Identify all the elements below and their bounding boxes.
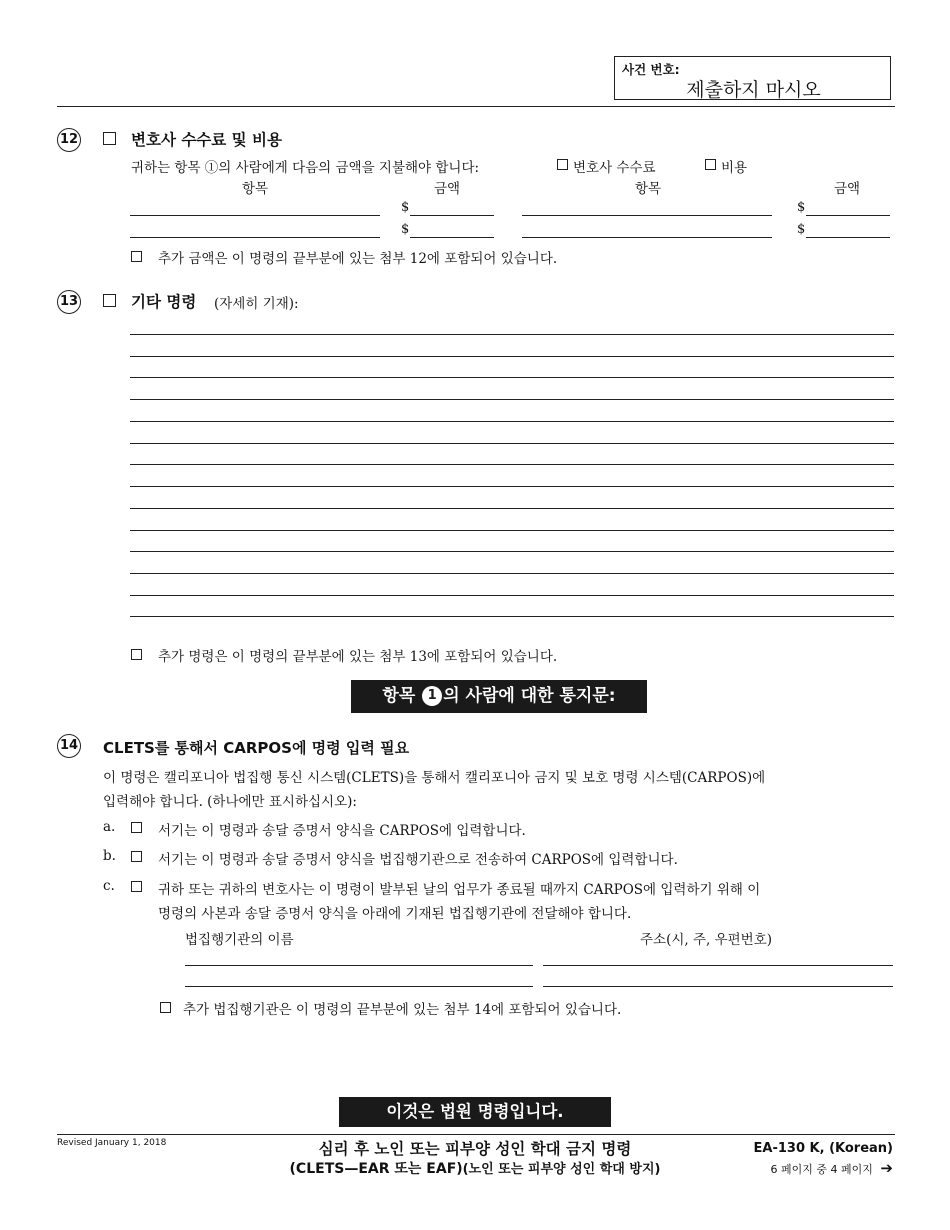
fee-item-field[interactable] xyxy=(130,215,380,216)
item-column-header-right: 항목 xyxy=(635,181,662,197)
other-orders-line[interactable] xyxy=(130,508,894,509)
currency-symbol: $ xyxy=(797,222,806,237)
notice-banner-suffix: 의 사람에 대한 통지문: xyxy=(443,686,616,706)
other-orders-line[interactable] xyxy=(130,551,894,552)
option-c-text-line1: 귀하 또는 귀하의 변호사는 이 명령이 발부된 날의 업무가 종료될 때까지 CARPOS에 입력하기 위해 이 xyxy=(158,882,761,898)
case-number-box xyxy=(614,56,891,100)
case-number-value: 제출하지 마시오 xyxy=(686,79,821,101)
amount-column-header-right: 금액 xyxy=(834,181,861,197)
header-rule xyxy=(57,106,895,107)
footer-rule xyxy=(57,1134,895,1135)
option-c-checkbox[interactable] xyxy=(131,881,142,892)
other-orders-line[interactable] xyxy=(130,443,894,444)
section-12-number: 12 xyxy=(57,128,81,152)
footer-title-line2-bold: (CLETS—EAR 또는 EAF) xyxy=(289,1161,463,1177)
section-14-title: CLETS를 통해서 CARPOS에 명령 입력 필요 xyxy=(103,739,410,757)
court-order-banner: 이것은 법원 명령입니다. xyxy=(339,1097,611,1127)
case-number-label: 사건 번호: xyxy=(622,62,680,77)
notice-banner xyxy=(351,680,647,713)
section-13-checkbox[interactable] xyxy=(103,294,116,307)
other-orders-line[interactable] xyxy=(130,464,894,465)
fee-item-field[interactable] xyxy=(130,237,380,238)
section-14-attachment-note: 추가 법집행기관은 이 명령의 끝부분에 있는 첨부 14에 포함되어 있습니다. xyxy=(183,1002,622,1018)
attorney-fees-label: 변호사 수수료 xyxy=(573,160,656,176)
other-orders-line[interactable] xyxy=(130,573,894,574)
currency-symbol: $ xyxy=(797,200,806,215)
section-13-subtitle: (자세히 기재): xyxy=(214,296,299,312)
fee-amount-field[interactable] xyxy=(410,215,494,216)
section-12-instruction: 귀하는 항목 ①의 사람에게 다음의 금액을 지불해야 합니다: xyxy=(131,160,480,176)
footer-title-line1: 심리 후 노인 또는 피부양 성인 학대 금지 명령 xyxy=(318,1140,632,1158)
other-orders-line[interactable] xyxy=(130,421,894,422)
section-13-attachment-checkbox[interactable] xyxy=(131,649,142,660)
option-c-text-line2: 명령의 사본과 송달 증명서 양식을 아래에 기재된 법집행기관에 전달해야 합니다. xyxy=(158,906,632,922)
amount-column-header-left: 금액 xyxy=(434,181,461,197)
other-orders-line[interactable] xyxy=(130,377,894,378)
section-13-number: 13 xyxy=(57,290,81,314)
other-orders-line[interactable] xyxy=(130,530,894,531)
costs-checkbox[interactable] xyxy=(705,159,716,170)
other-orders-line[interactable] xyxy=(130,486,894,487)
option-b-text: 서기는 이 명령과 송달 증명서 양식을 법집행기관으로 전송하여 CARPOS에 입력합니다. xyxy=(158,852,678,868)
section-14-intro-line2: 입력해야 합니다. (하나에만 표시하십시오): xyxy=(103,794,357,810)
other-orders-line[interactable] xyxy=(130,595,894,596)
section-13-attachment-note: 추가 명령은 이 명령의 끝부분에 있는 첨부 13에 포함되어 있습니다. xyxy=(158,649,558,665)
attorney-fees-checkbox[interactable] xyxy=(557,159,568,170)
agency-name-field[interactable] xyxy=(185,965,533,966)
agency-address-field[interactable] xyxy=(543,986,893,987)
currency-symbol: $ xyxy=(401,222,410,237)
option-b-checkbox[interactable] xyxy=(131,851,142,862)
section-14-intro-line1: 이 명령은 캘리포니아 법집행 통신 시스템(CLETS)을 통해서 캘리포니아 금지 및 보호 명령 시스템(CARPOS)에 xyxy=(103,770,766,786)
item-column-header-left: 항목 xyxy=(242,181,269,197)
fee-amount-field[interactable] xyxy=(410,237,494,238)
section-12-attachment-checkbox[interactable] xyxy=(131,251,142,262)
footer-title-line2-rest: (노인 또는 피부양 성인 학대 방지) xyxy=(462,1162,661,1177)
option-a-checkbox[interactable] xyxy=(131,822,142,833)
other-orders-line[interactable] xyxy=(130,334,894,335)
page-info: 6 페이지 중 4 페이지 xyxy=(770,1163,873,1176)
form-code: EA-130 K, (Korean) xyxy=(753,1141,893,1156)
page-info-row xyxy=(690,1159,893,1177)
section-13-title: 기타 명령 xyxy=(131,293,197,311)
fee-item-field[interactable] xyxy=(522,237,772,238)
notice-banner-prefix: 항목 xyxy=(382,686,416,706)
agency-address-field[interactable] xyxy=(543,965,893,966)
fee-item-field[interactable] xyxy=(522,215,772,216)
other-orders-line[interactable] xyxy=(130,399,894,400)
option-c-letter: c. xyxy=(103,878,115,894)
section-12-checkbox[interactable] xyxy=(103,132,116,145)
section-12-attachment-note: 추가 금액은 이 명령의 끝부분에 있는 첨부 12에 포함되어 있습니다. xyxy=(158,251,558,267)
revised-date: Revised January 1, 2018 xyxy=(57,1138,167,1148)
fee-amount-field[interactable] xyxy=(806,215,890,216)
section-12-title: 변호사 수수료 및 비용 xyxy=(131,131,282,149)
costs-label: 비용 xyxy=(721,160,748,176)
footer-title-line2 xyxy=(200,1158,750,1178)
next-page-arrow-icon[interactable]: ➔ xyxy=(880,1159,893,1177)
section-14-attachment-checkbox[interactable] xyxy=(160,1002,171,1013)
other-orders-line[interactable] xyxy=(130,616,894,617)
other-orders-line[interactable] xyxy=(130,356,894,357)
section-14-number: 14 xyxy=(57,734,81,758)
option-a-letter: a. xyxy=(103,819,116,835)
agency-name-label: 법집행기관의 이름 xyxy=(185,932,294,948)
currency-symbol: $ xyxy=(401,200,410,215)
option-b-letter: b. xyxy=(103,848,116,864)
agency-name-field[interactable] xyxy=(185,986,533,987)
notice-banner-number: 1 xyxy=(422,686,442,706)
option-a-text: 서기는 이 명령과 송달 증명서 양식을 CARPOS에 입력합니다. xyxy=(158,823,526,839)
agency-address-label: 주소(시, 주, 우편번호) xyxy=(640,932,773,948)
fee-amount-field[interactable] xyxy=(806,237,890,238)
